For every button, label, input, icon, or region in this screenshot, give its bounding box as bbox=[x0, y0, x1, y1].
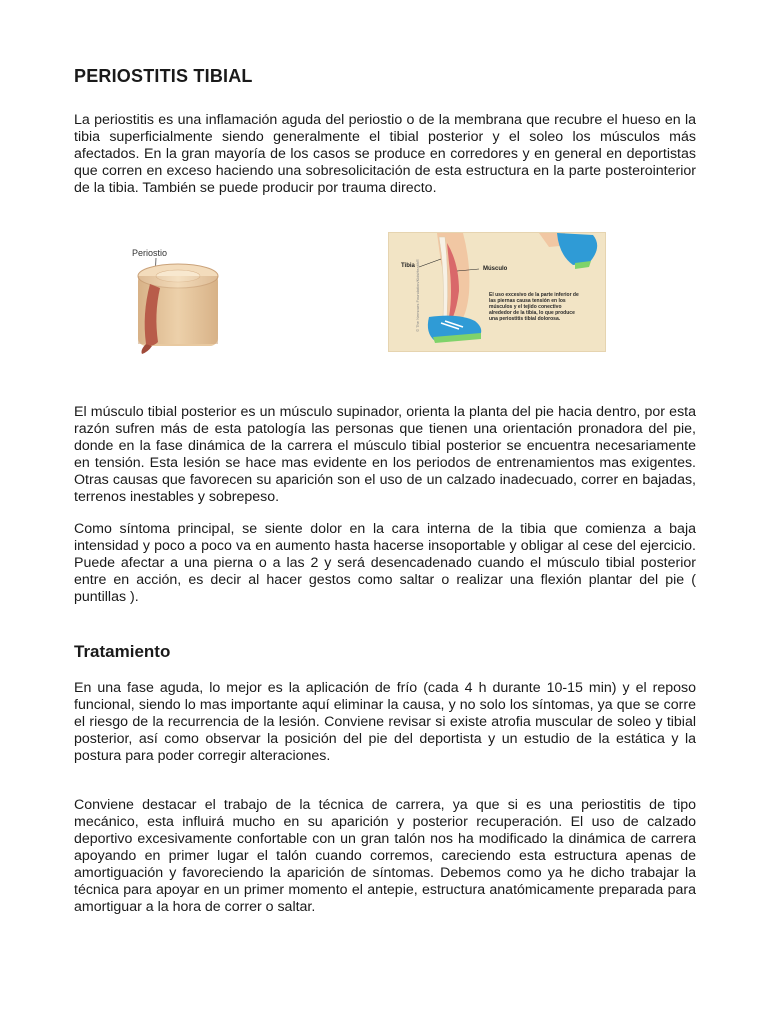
tibia-label: Tibia bbox=[401, 263, 415, 269]
paragraph-tibial-posterior: El músculo tibial posterior es un músculo supinador, orienta la planta del pie hacia dentro, por esta razón sufren más de esta patología las personas que tienen una orientación pronadora del pie, donde en la fase dinámica de la carrera el músculo tibial posterior se encuentra necesariamente en tensión. Esta lesión se hace mas evidente en los periodos de entrenamientos mas exigentes. Otras causas que favorecen su aparición son el uso de un calzado inadecuado, correr en bajadas, terrenos inestables y sobrepeso. bbox=[74, 404, 696, 505]
paragraph-treatment-acute: En una fase aguda, lo mejor es la aplicación de frío (cada 4 h durante 10-15 min) y el reposo funcional, siendo lo mas importante aquí eliminar la causa, y no solo los síntomas, ya que se corre el riesgo de la recurrencia de la lesión. Conviene revisar si existe atrofia muscular de soleo y tibial posterior, así como observar la posición del pie del deportista y un estudio de la estática y la postura para poder corregir alteraciones. bbox=[74, 680, 696, 764]
leg-caption: El uso excesivo de la parte inferior de las piernas causa tensión en los músculos y el tejido conectivo alrededor de la tibia, lo que produce una periostitis tibial dolorosa. bbox=[489, 292, 579, 322]
paragraph-symptoms: Como síntoma principal, se siente dolor en la cara interna de la tibia que comienza a baja intensidad y poco a poco va en aumento hasta hacerse insoportable y obligar al cese del ejercicio. Puede afectar a una pierna o a las 2 y será desencadenado cuando el músculo tibial posterior entre en acción, es decir al hacer gestos como saltar o realizar una flexión plantar del pie ( puntillas ). bbox=[74, 521, 696, 605]
muscle-label: Músculo bbox=[483, 266, 508, 272]
periosteum-label: Periostio bbox=[132, 248, 168, 258]
figure-copyright: © The Nemours Foundation/KidsHealth® bbox=[414, 259, 420, 332]
document-title: PERIOSTITIS TIBIAL bbox=[74, 66, 253, 86]
periosteum-bone-illustration bbox=[132, 244, 232, 356]
bone-cross-section-svg bbox=[132, 244, 232, 356]
section-heading-treatment: Tratamiento bbox=[74, 642, 171, 661]
paragraph-intro: La periostitis es una inflamación aguda del periostio o de la membrana que recubre el hueso en la tibia superficialmente siendo generalmente el tibial posterior y el soleo los músculos más afectados. En la gran mayoría de los casos se produce en corredores y en general en deportistas que corren en exceso haciendo una sobresolicitación de esta estructura en la parte posterointerior de la tibia. También se puede producir por trauma directo. bbox=[74, 112, 696, 196]
runner-leg-illustration bbox=[388, 232, 606, 352]
paragraph-running-technique: Conviene destacar el trabajo de la técnica de carrera, ya que si es una periostitis de tipo mecánico, esta influirá mucho en su aparición y posterior recuperación. El uso de calzado deportivo excesivamente confortable con un gran talón nos ha modificado la dinámica de carrera apoyando en primer lugar el talón cuando corremos, careciendo esta estructura apenas de amortiguación y favoreciendo la aparición de síntomas. Debemos como ya he dicho trabajar la técnica para apoyar en un primer momento el antepie, estructura anatómicamente preparada para amortiguar a la hora de correr o saltar. bbox=[74, 797, 696, 915]
